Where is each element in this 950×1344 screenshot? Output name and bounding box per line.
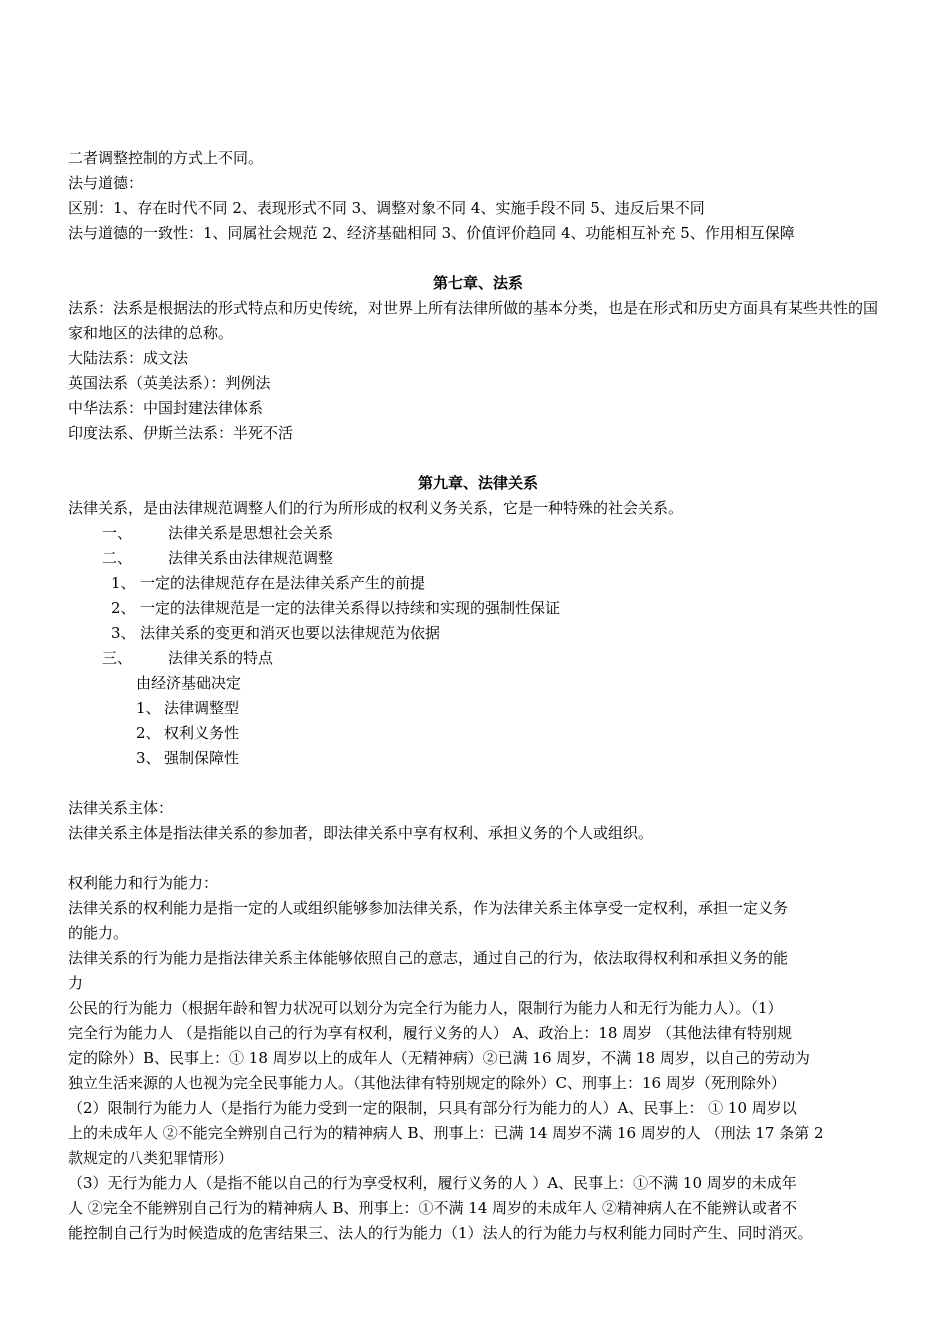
- list-number: 2、: [136, 724, 161, 742]
- intro-line: 法与道德的一致性：1、同属社会规范 2、经济基础相同 3、价值评价趋同 4、功能相互补充 5、作用相互保障: [68, 224, 795, 242]
- legal-system-item: 中华法系：中国封建法律体系: [68, 399, 264, 417]
- citizen-capacity-line: 上的未成年人 ②不能完全辨别自己行为的精神病人 B、刑事上：已满 14 周岁不满 16 周岁的人 （刑法 17 条第 2: [68, 1124, 824, 1142]
- legal-system-item: 大陆法系：成文法: [68, 349, 189, 367]
- citizen-capacity-line: 人 ②完全不能辨别自己行为的精神病人 B、刑事上：①不满 14 周岁的未成年人 ②精神病人在不能辨认或者不: [68, 1199, 797, 1217]
- citizen-capacity-line: 能控制自己行为时候造成的危害结果三、法人的行为能力（1）法人的行为能力与权利能力同时产生、同时消灭。: [68, 1224, 813, 1242]
- section-1: [68, 521, 888, 546]
- subject-definition: 法律关系主体是指法律关系的参加者，即法律关系中享有权利、承担义务的个人或组织。: [68, 824, 654, 842]
- citizen-capacity-line: 款规定的八类犯罪情形）: [68, 1149, 234, 1167]
- intro-line: 法与道德：: [68, 174, 144, 192]
- list-number: 1、: [136, 699, 161, 717]
- document-page: [68, 146, 888, 1246]
- list-number: 2、: [111, 599, 136, 617]
- chapter-7-title: 第七章、法系: [432, 274, 523, 292]
- list-item: [68, 571, 888, 596]
- act-capacity-line: 法律关系的行为能力是指法律关系主体能够依照自己的意志，通过自己的行为，依法取得权利和承担义务的能: [68, 949, 789, 967]
- citizen-capacity-line: 独立生活来源的人也视为完全民事能力人。（其他法律有特别规定的除外）C、刑事上：16 周岁（死刑除外）: [68, 1074, 786, 1092]
- section-3: [68, 646, 888, 671]
- citizen-capacity-line: （3）无行为能力人（是指不能以自己的行为享受权利，履行义务的人 ）A、民事上：①不满 10 周岁的未成年: [68, 1174, 797, 1192]
- section-number: 三、: [102, 649, 133, 667]
- chapter-7-definition: 法系：法系是根据法的形式特点和历史传统，对世界上所有法律所做的基本分类，也是在形式和历史方面具有某些共性的国家和地区的法律的总称。: [68, 299, 879, 342]
- section-2: [68, 546, 888, 571]
- citizen-capacity-line: 完全行为能力人 （是指能以自己的行为享有权利，履行义务的人） A、政治上：18 周岁 （其他法律有特别规: [68, 1024, 792, 1042]
- section-number: 二、: [102, 549, 133, 567]
- list-text: 法律关系的变更和消灭也要以法律规范为依据: [140, 624, 441, 642]
- chapter-9-title: 第九章、法律关系: [417, 474, 538, 492]
- blank-line: [68, 846, 888, 871]
- act-capacity-line: 力: [68, 974, 84, 992]
- capacity-title: 权利能力和行为能力：: [68, 874, 219, 892]
- list-number: 1、: [111, 574, 136, 592]
- section-number: 一、: [102, 524, 133, 542]
- right-capacity-line: 法律关系的权利能力是指一定的人或组织能够参加法律关系，作为法律关系主体享受一定权利，承担一定义务: [68, 899, 789, 917]
- intro-line: 区别：1、存在时代不同 2、表现形式不同 3、调整对象不同 4、实施手段不同 5、违反后果不同: [68, 199, 705, 217]
- chapter-9-definition: 法律关系，是由法律规范调整人们的行为所形成的权利义务关系，它是一种特殊的社会关系。: [68, 499, 684, 517]
- list-text: 法律调整型: [164, 699, 240, 717]
- section-text: 法律关系是思想社会关系: [168, 524, 334, 542]
- list-text: 强制保障性: [164, 749, 240, 767]
- list-text: 权利义务性: [164, 724, 240, 742]
- legal-system-item: 印度法系、伊斯兰法系：半死不活: [68, 424, 294, 442]
- citizen-capacity-line: 公民的行为能力（根据年龄和智力状况可以划分为完全行为能力人，限制行为能力人和无行为能力人）。（1）: [68, 999, 783, 1017]
- citizen-capacity-line: （2）限制行为能力人（是指行为能力受到一定的限制，只具有部分行为能力的人）A、民事上： ① 10 周岁以: [68, 1099, 797, 1117]
- list-item: [68, 696, 888, 721]
- list-item: [68, 721, 888, 746]
- citizen-capacity-line: 定的除外）B、民事上：① 18 周岁以上的成年人（无精神病）②已满 16 周岁，不满 18 周岁，以自己的劳动为: [68, 1049, 810, 1067]
- list-text: 一定的法律规范是一定的法律关系得以持续和实现的强制性保证: [140, 599, 561, 617]
- section-3-lead: 由经济基础决定: [136, 674, 242, 692]
- list-item: [68, 621, 888, 646]
- section-text: 法律关系由法律规范调整: [168, 549, 334, 567]
- list-number: 3、: [136, 749, 161, 767]
- right-capacity-line: 的能力。: [68, 924, 129, 942]
- list-item: [68, 596, 888, 621]
- legal-system-item: 英国法系（英美法系）：判例法: [68, 374, 271, 392]
- list-item: [68, 746, 888, 771]
- list-number: 3、: [111, 624, 136, 642]
- intro-line: 二者调整控制的方式上不同。: [68, 149, 264, 167]
- subject-title: 法律关系主体：: [68, 799, 174, 817]
- section-text: 法律关系的特点: [168, 649, 274, 667]
- list-text: 一定的法律规范存在是法律关系产生的前提: [140, 574, 426, 592]
- blank-line: [68, 771, 888, 796]
